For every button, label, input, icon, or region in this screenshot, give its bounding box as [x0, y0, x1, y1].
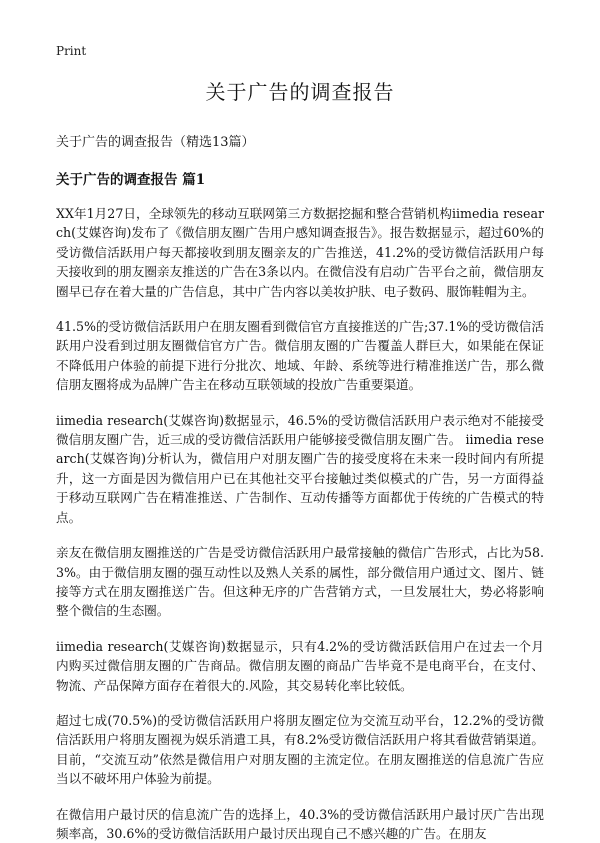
print-link[interactable]: Print	[56, 44, 87, 58]
document-subtitle: 关于广告的调查报告（精选13篇）	[56, 135, 255, 150]
section-heading: 关于广告的调查报告 篇1	[56, 172, 206, 188]
page-title: 关于广告的调查报告	[205, 80, 395, 104]
paragraph-5: iimedia research(艾媒咨询)数据显示，只有4.2%的受访微活跃信用户在过去一个月内购买过微信朋友圈的广告商品。微信朋友圈的商品广告毕竟不是电商平台，在支付、物流、产品保障方面存在着很大的.风险，其交易转化率比较低。	[56, 638, 544, 693]
paragraph-1: XX年1月27日，全球领先的移动互联网第三方数据挖掘和整合营销机构iimedia research(艾媒咨询)发布了《微信朋友圈广告用户感知调查报告》。报告数据显示，超过60%的受访微信活跃用户每天都接收到朋友圈亲友的广告推送，41.2%的受访微信活跃用户每天接收到的朋友圈亲友推送的广告在3条以内。在微信没有启动广告平台之前，微信朋友圈早已存在着大量的广告信息，其中广告内容以美妆护肤、电子数码、服饰鞋帽为主。	[56, 206, 544, 299]
paragraph-4: 亲友在微信朋友圈推送的广告是受访微信活跃用户最常接触的微信广告形式，占比为58.3%。由于微信朋友圈的强互动性以及熟人关系的属性，部分微信用户通过文、图片、链接等方式在朋友圈推送广告。但这种无序的广告营销方式，一旦发展壮大，势必将影响整个微信的生态圈。	[56, 545, 544, 619]
paragraph-7: 在微信用户最讨厌的信息流广告的选择上，40.3%的受访微信活跃用户最讨厌广告出现频率高，30.6%的受访微信活跃用户最讨厌出现自己不感兴趣的广告。在朋友	[56, 806, 544, 841]
paragraph-3: iimedia research(艾媒咨询)数据显示，46.5%的受访微信活跃用户表示绝对不能接受微信朋友圈广告，近三成的受访微信活跃用户能够接受微信朋友圈广告。 iimedia research(艾媒咨询)分析认为，微信用户对朋友圈广告的接受度将在未来一段时间内有所提升，这一方面是因为微信用户已在其他社交平台接触过类似模式的广告，另一方面得益于移动互联网广告在精准推送、广告制作、互动传播等方面都优于传统的广告模式的特点。	[56, 412, 544, 525]
paragraph-2: 41.5%的受访微信活跃用户在朋友圈看到微信官方直接推送的广告;37.1%的受访微信活跃用户没看到过朋友圈微信官方广告。微信朋友圈的广告覆盖人群巨大，如果能在保证不降低用户体验的前提下进行分批次、地域、年龄、系统等进行精准推送广告，那么微信朋友圈将成为品牌广告主在移动互联领域的投放广告重要渠道。	[56, 319, 544, 393]
paragraph-6: 超过七成(70.5%)的受访微信活跃用户将朋友圈定位为交流互动平台，12.2%的受访微信活跃用户将朋友圈视为娱乐消遣工具，有8.2%受访微信活跃用户将其看做营销渠道。目前，“交流互动”依然是微信用户对朋友圈的主流定位。在朋友圈推送的信息流广告应当以不破坏用户体验为前提。	[56, 712, 544, 787]
